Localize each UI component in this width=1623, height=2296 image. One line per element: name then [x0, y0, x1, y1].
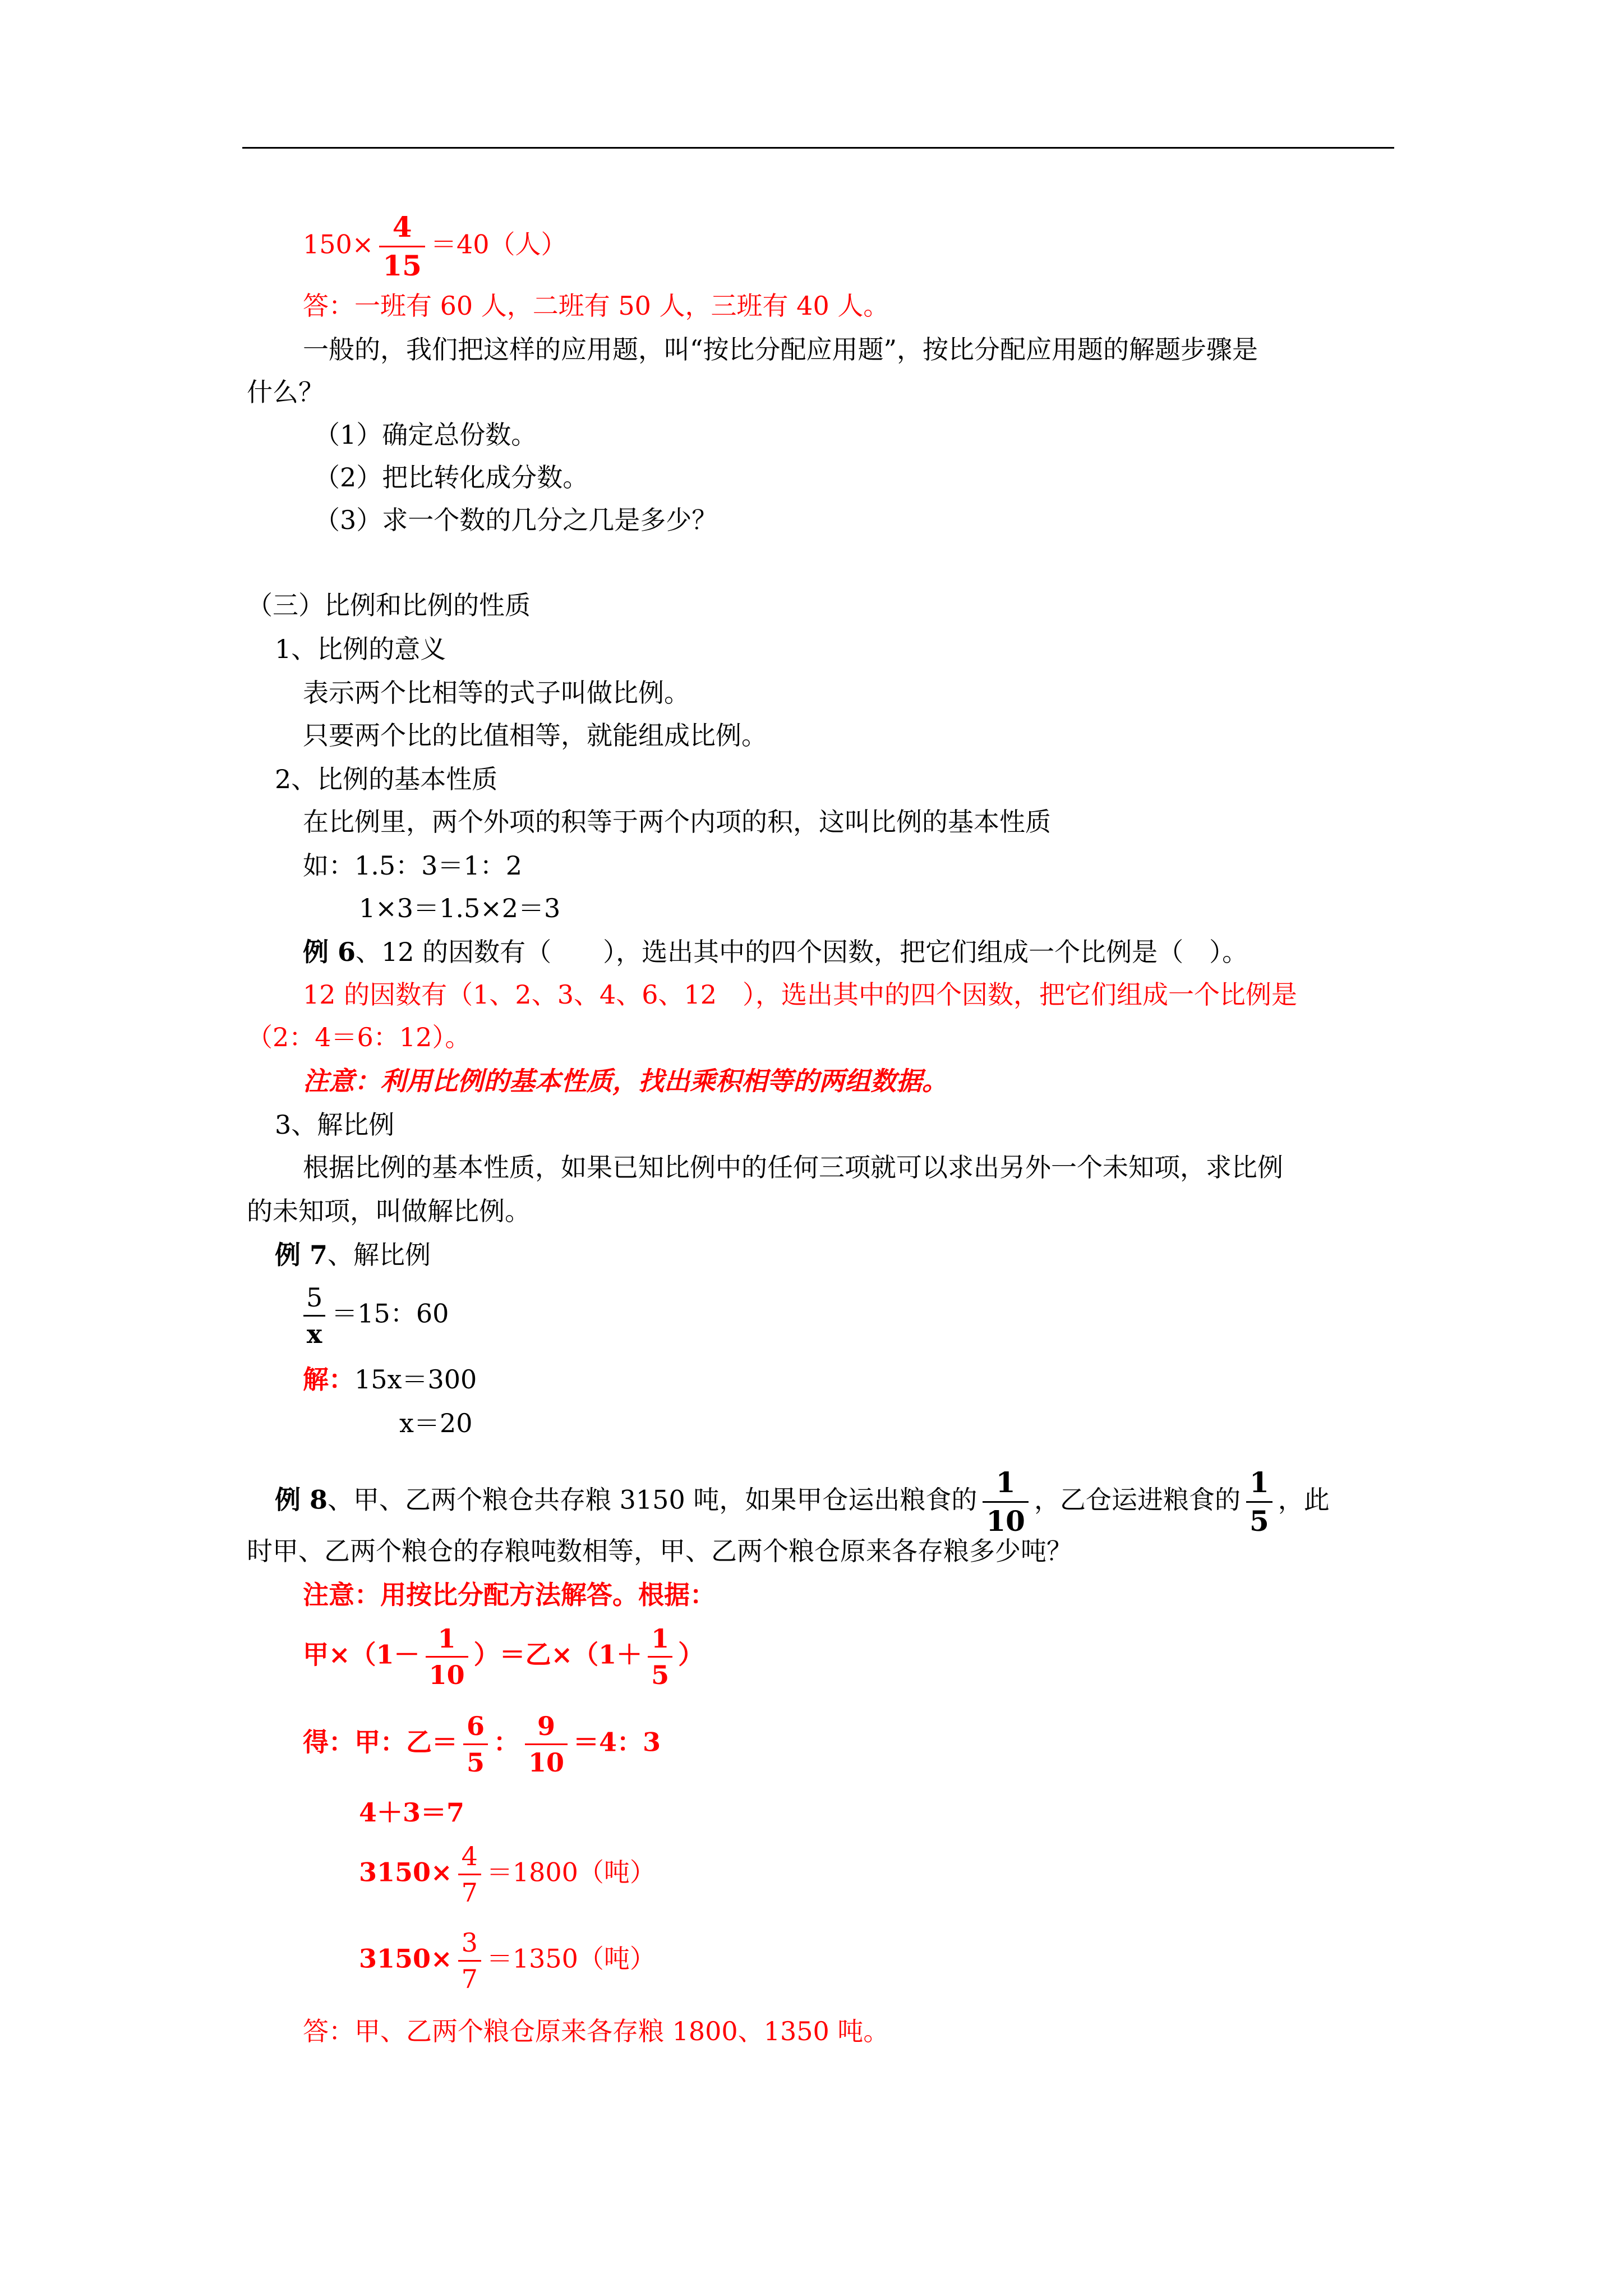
example-product: 1×3＝1.5×2＝3 [359, 893, 561, 923]
fraction: $\frac{5}{x}$ [303, 1285, 326, 1347]
answer-classes: 答：一班有 60 人，二班有 50 人，三班有 40 人。 [303, 291, 889, 321]
example-7-solution: 解：15x＝300 [303, 1364, 477, 1395]
fraction: $\frac{9}{10}$ [525, 1713, 568, 1775]
equation-basis: 甲×（1－ $\frac{1}{10}$ ）＝乙×（1＋ $\frac{1}{5}$ ） [303, 1623, 704, 1690]
paragraph-solve: 根据比例的基本性质，如果已知比例中的任何三项就可以求出另外一个未知项，求比例 [303, 1152, 1283, 1182]
section-title: （三）比例和比例的性质 [247, 590, 531, 620]
fraction: $\frac{1}{5}$ [648, 1626, 672, 1688]
paragraph-solve-cont: 的未知项，叫做解比例。 [247, 1196, 531, 1226]
fraction: $\frac{4}{15}$ [379, 213, 425, 280]
header-rule [242, 147, 1394, 149]
note-property: 注意：利用比例的基本性质，找出乘积相等的两组数据。 [303, 1066, 948, 1096]
fraction: $\frac{1}{10}$ [983, 1469, 1029, 1535]
fraction: $\frac{1}{5}$ [1246, 1469, 1272, 1535]
note-method: 注意：用按比分配方法解答。根据： [303, 1580, 716, 1610]
example-label: 例 8 [275, 1484, 328, 1515]
example-label: 例 7 [275, 1240, 328, 1270]
equation-grain-b: 3150× $\frac{3}{7}$ ＝1350（吨） [359, 1927, 656, 1994]
example-7-result: x＝20 [399, 1408, 473, 1438]
example-label: 例 6 [303, 937, 356, 967]
step-3: （3）求一个数的几分之几是多少？ [314, 505, 718, 535]
equation-ratio: 得：甲：乙＝ $\frac{6}{5}$ ： $\frac{9}{10}$ ＝4：3 [303, 1711, 661, 1778]
paragraph-property: 在比例里，两个外项的积等于两个内项的积，这叫比例的基本性质 [303, 807, 1051, 837]
example-7-title: 例 7、解比例 [275, 1240, 431, 1270]
fraction: $\frac{3}{7}$ [458, 1930, 481, 1992]
example-6-question: 例 6、12 的因数有（ ），选出其中的四个因数，把它们组成一个比例是（ ）。 [303, 937, 1248, 967]
example-8-question-cont: 时甲、乙两个粮仓的存粮吨数相等，甲、乙两个粮仓原来各存粮多少吨？ [247, 1536, 1072, 1566]
solution-label: 解： [303, 1364, 354, 1395]
answer-grain: 答：甲、乙两个粮仓原来各存粮 1800、1350 吨。 [303, 2016, 889, 2046]
heading-meaning: 1、比例的意义 [275, 634, 446, 664]
step-2: （2）把比转化成分数。 [314, 462, 589, 493]
fraction: $\frac{4}{7}$ [458, 1843, 481, 1906]
paragraph-condition: 只要两个比的比值相等，就能组成比例。 [303, 720, 767, 751]
example-6-answer: 12 的因数有（1、2、3、4、6、12 ），选出其中的四个因数，把它们组成一个比例是 [303, 979, 1298, 1010]
example-7-equation: $\frac{5}{x}$ ＝15：60 [303, 1285, 449, 1347]
paragraph-definition: 表示两个比相等的式子叫做比例。 [303, 678, 690, 708]
calc-line-class3: 150× $\frac{4}{15}$ ＝40（人） [303, 210, 567, 282]
fraction: $\frac{6}{5}$ [463, 1713, 488, 1775]
example-6-answer-cont: （2：4＝6：12）。 [247, 1022, 471, 1052]
step-1: （1）确定总份数。 [314, 420, 537, 450]
equation-grain-a: 3150× $\frac{4}{7}$ ＝1800（吨） [359, 1841, 656, 1908]
fraction: $\frac{1}{10}$ [426, 1626, 468, 1688]
example-8-question: 例 8、甲、乙两个粮仓共存粮 3150 吨，如果甲仓运出粮食的 $\frac{1}{10}$ ，乙仓运进粮食的 $\frac{1}{5}$ ，此 [275, 1466, 1330, 1538]
paragraph-intro: 一般的，我们把这样的应用题，叫“按比分配应用题”，按比分配应用题的解题步骤是 [303, 334, 1258, 365]
example-ratio: 如：1.5：3＝1：2 [303, 850, 522, 881]
equation-total-parts: 4＋3＝7 [359, 1797, 465, 1828]
heading-solve: 3、解比例 [275, 1110, 395, 1140]
paragraph-intro-cont: 什么？ [247, 377, 324, 407]
heading-property: 2、比例的基本性质 [275, 764, 498, 794]
